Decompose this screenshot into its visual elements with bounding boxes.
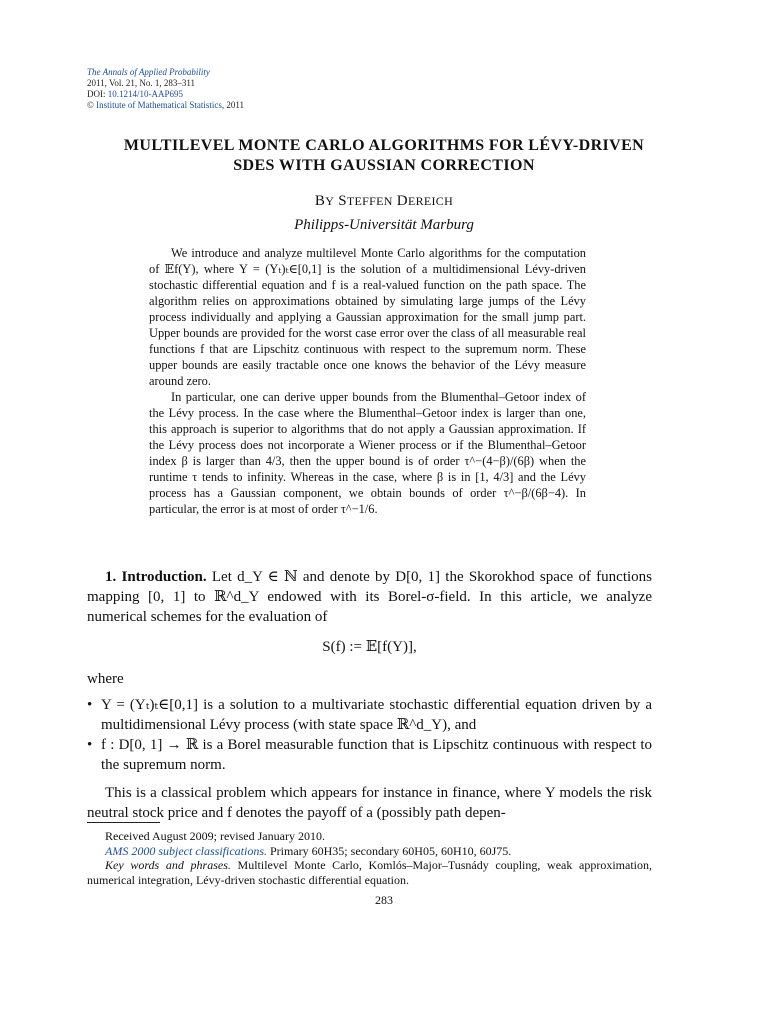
- bullet-item: • Y = (Yₜ)ₜ∈[0,1] is a solution to a multivariate stochastic differential equation driven by a multidimensional Lévy process (with state space ℝ^d_Y), and: [87, 695, 652, 735]
- ams-note: AMS 2000 subject classifications. Primary 60H35; secondary 60H05, 60H10, 60J75.: [105, 843, 512, 858]
- received-note: Received August 2009; revised January 2010.: [105, 829, 325, 843]
- page-number: 283: [375, 893, 393, 907]
- section-heading: 1. Introduction.: [105, 569, 207, 585]
- footnotes: [87, 829, 652, 887]
- abstract-paragraph-1: We introduce and analyze multilevel Monte Carlo algorithms for the computation of 𝔼f(Y), where Y = (Yₜ)ₜ∈[0,1] is the solution of a multidimensional Lévy-driven stochastic differential equation and f is a real-valued function on the path space. The algorithm relies on approximations obtained by simulating large jumps of the Lévy process individually and applying a Gaussian approximation for the small jump part. Upper bounds are provided for the worst case error over the class of all measurable real functions f that are Lipschitz continuous with respect to the supremum norm. These upper bounds are easily tractable once one knows the behavior of the Lévy measure around zero.: [149, 246, 586, 388]
- doi-label: DOI:: [87, 89, 108, 99]
- copyright-symbol: ©: [87, 100, 97, 110]
- body-text: [87, 567, 652, 823]
- bullet-list: [87, 695, 652, 775]
- publisher-link[interactable]: Institute of Mathematical Statistics: [96, 100, 222, 110]
- running-head: [87, 67, 244, 111]
- keywords-note: Key words and phrases. Multilevel Monte Carlo, Komlós–Major–Tusnády coupling, weak approximation, numerical integration, Lévy-driven stochastic differential equation.: [87, 858, 653, 887]
- display-equation: S(f) := 𝔼[f(Y)],: [322, 639, 417, 655]
- bullet-item: • f : D[0, 1] → ℝ is a Borel measurable function that is Lipschitz continuous with respect to the supremum norm.: [87, 735, 652, 775]
- affiliation: Philipps-Universität Marburg: [294, 217, 474, 233]
- title-line-1: MULTILEVEL MONTE CARLO ALGORITHMS FOR LÉVY-DRIVEN: [123, 137, 645, 154]
- where-label: where: [87, 671, 124, 687]
- footnote-rule: [87, 822, 160, 823]
- abstract: [149, 245, 586, 517]
- author-line: BY STEFFEN DEREICH: [314, 193, 454, 209]
- ams-classification-link[interactable]: AMS 2000 subject classifications.: [105, 843, 267, 858]
- abstract-paragraph-2: In particular, one can derive upper bounds from the Blumenthal–Getoor index of the Lévy process. In the case where the Blumenthal–Getoor index is larger than one, this approach is superior to algorithms that do not apply a Gaussian approximation. If the Lévy process does not incorporate a Wiener process or if the Blumenthal–Getoor index β is larger than 4/3, then the upper bound is of order τ^−(4−β)/(6β) when the runtime τ tends to infinity. Whereas in the case, where β is in [1, 4/3] and the Lévy process has a Gaussian component, we obtain bounds of order τ^−β/(6β−4). In particular, the error is at most of order τ^−1/6.: [149, 390, 586, 516]
- copyright-year: , 2011: [221, 100, 244, 110]
- body-paragraph-2: This is a classical problem which appears for instance in finance, where Y models the risk neutral stock price and f denotes the payoff of a (possibly path depen-: [87, 785, 652, 821]
- keywords-label: Key words and phrases.: [105, 858, 231, 872]
- volume-line: 2011, Vol. 21, No. 1, 283–311: [87, 78, 196, 88]
- intro-paragraph: [87, 567, 652, 627]
- paper-title: [60, 136, 708, 176]
- journal-link[interactable]: The Annals of Applied Probability: [87, 67, 210, 77]
- intro-text: Let d_Y ∈ ℕ and denote by D[0, 1] the Skorokhod space of functions mapping [0, 1] to ℝ^d_Y endowed with its Borel-σ-field. In this article, we analyze numerical schemes for the evaluation of: [87, 569, 652, 625]
- doi-link[interactable]: 10.1214/10-AAP695: [107, 89, 184, 99]
- title-line-2: SDES WITH GAUSSIAN CORRECTION: [233, 157, 535, 174]
